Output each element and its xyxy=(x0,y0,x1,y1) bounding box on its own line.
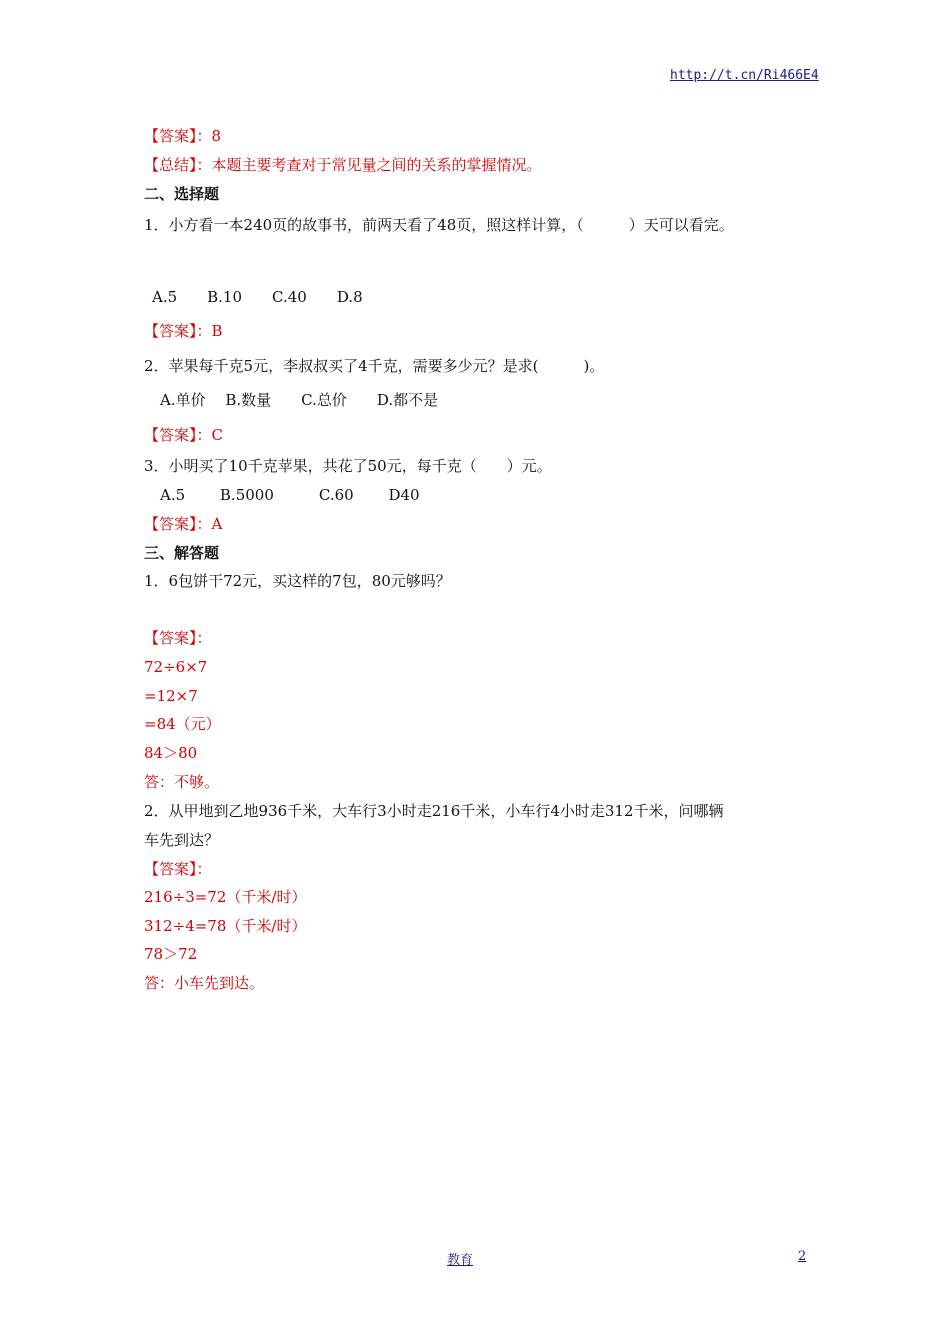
answer-label: 【答案】： xyxy=(144,629,212,647)
question-options: A.5 B.10 C.40 D.8 xyxy=(152,288,363,306)
solution-step: 84＞80 xyxy=(144,744,198,762)
question-text: 2．从甲地到乙地936千米，大车行3小时走216千米，小车行4小时走312千米，问哪辆 xyxy=(144,802,724,820)
solution-step: 答：不够。 xyxy=(144,773,220,791)
solution-step: 72÷6×7 xyxy=(144,658,208,676)
answer-line: 【答案】：8 xyxy=(144,127,222,145)
answer-line: 【答案】：A xyxy=(144,515,223,533)
solution-step: =12×7 xyxy=(144,687,198,705)
solution-step: 答：小车先到达。 xyxy=(144,974,265,992)
answer-label: 【答案】： xyxy=(144,860,212,878)
solution-step: 216÷3=72（千米/时） xyxy=(144,888,307,906)
solution-step: 78＞72 xyxy=(144,945,198,963)
question-text: 2．苹果每千克5元，李叔叔买了4千克，需要多少元？是求( )。 xyxy=(144,357,605,375)
header-link[interactable]: http://t.cn/Ri466E4 xyxy=(670,68,819,83)
answer-line: 【答案】：C xyxy=(144,426,223,444)
solution-step: 312÷4=78（千米/时） xyxy=(144,917,307,935)
question-text: 1．6包饼干72元，买这样的7包，80元够吗？ xyxy=(144,572,451,590)
answer-line: 【答案】：B xyxy=(144,322,223,340)
question-text: 3．小明买了10千克苹果，共花了50元，每千克（ ）元。 xyxy=(144,457,552,475)
question-options: A.单价 B.数量 C.总价 D.都不是 xyxy=(160,391,439,409)
footer-link[interactable]: 教育 xyxy=(447,1253,474,1268)
section-heading-choice: 二、选择题 xyxy=(144,185,220,203)
question-text: 1．小方看一本240页的故事书，前两天看了48页，照这样计算，（ ）天可以看完。 xyxy=(144,216,734,234)
summary-line: 【总结】：本题主要考查对于常见量之间的关系的掌握情况。 xyxy=(144,156,542,174)
question-text-cont: 车先到达？ xyxy=(144,831,220,849)
solution-step: =84（元） xyxy=(144,715,221,733)
page-number[interactable]: 2 xyxy=(798,1249,807,1264)
question-options: A.5 B.5000 C.60 D40 xyxy=(160,486,420,504)
section-heading-solve: 三、解答题 xyxy=(144,544,220,562)
